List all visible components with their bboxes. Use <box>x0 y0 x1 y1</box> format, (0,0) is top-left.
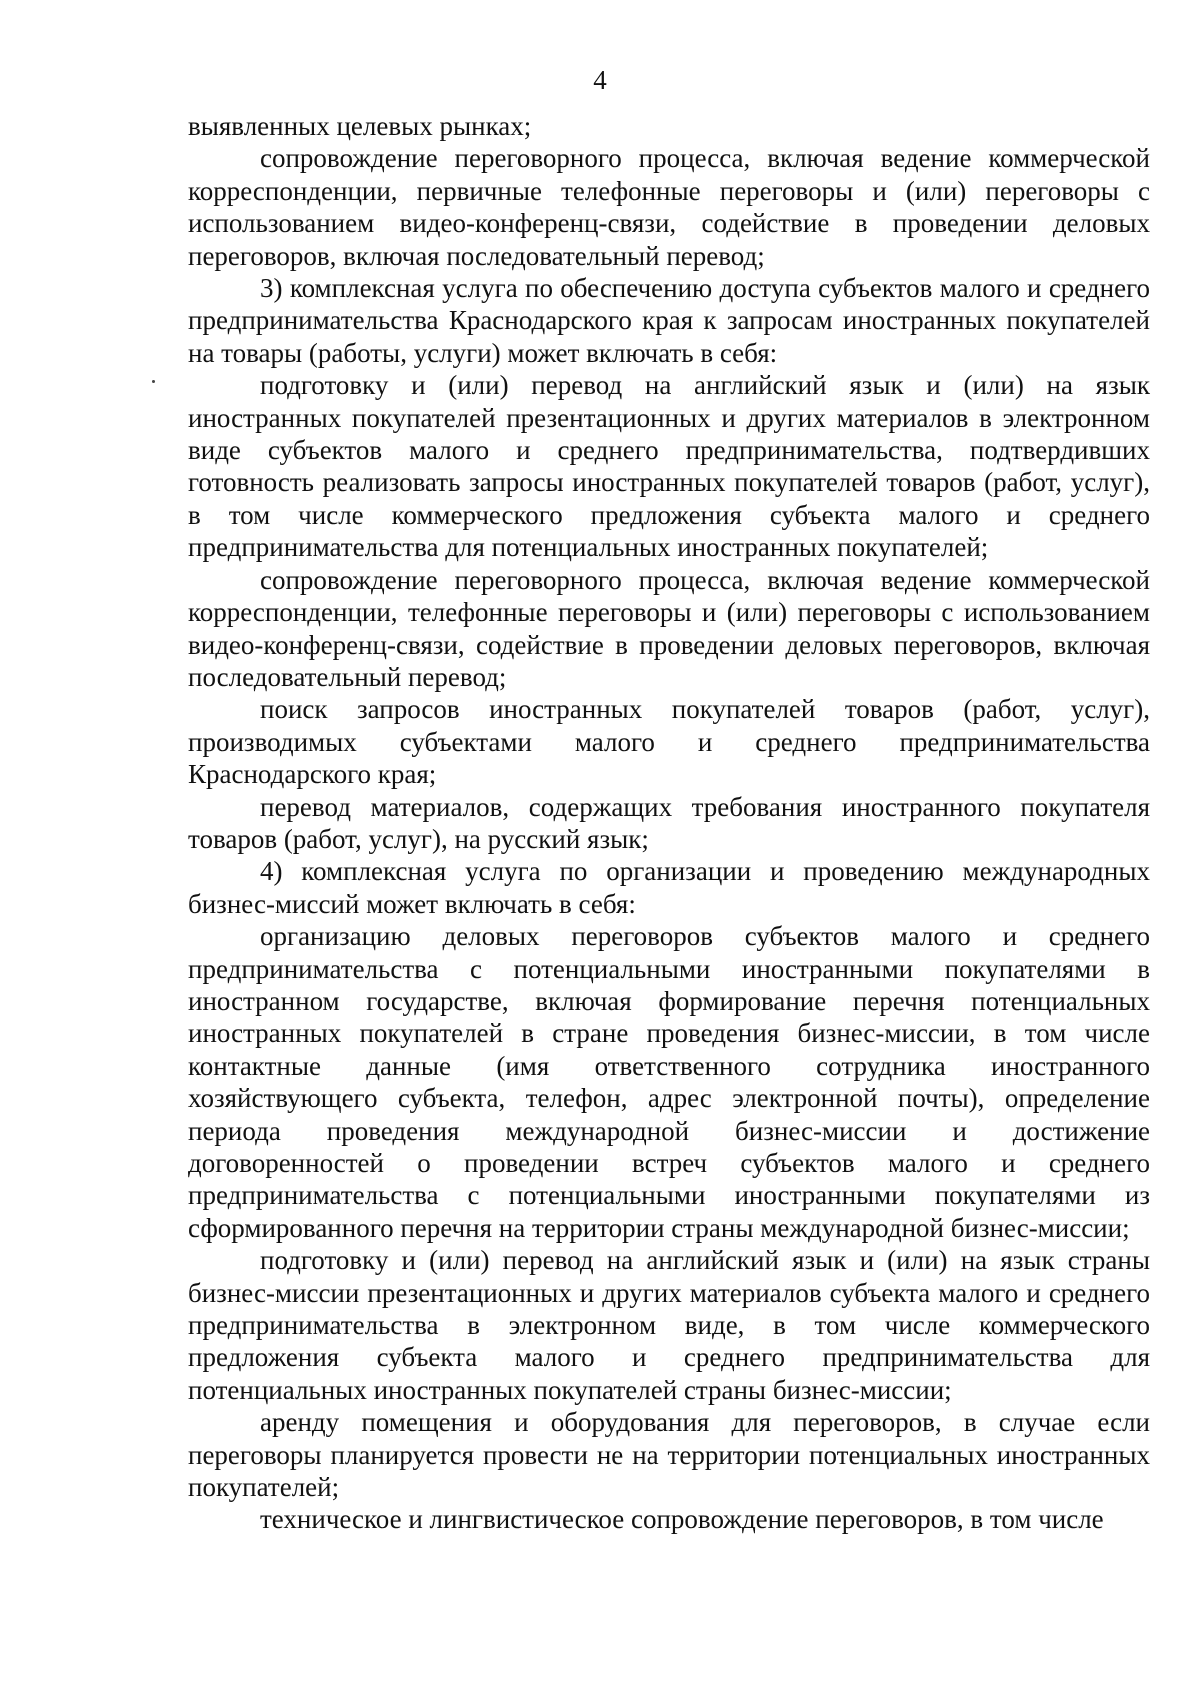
paragraph: аренду помещения и оборудования для переговоров, в случае если переговоры планируется провести не на территории потенциальных иностранных покупателей; <box>188 1407 1150 1503</box>
paragraph: техническое и лингвистическое сопровождение переговоров, в том числе <box>260 1504 1104 1535</box>
page-number: 4 <box>593 65 607 95</box>
paragraph: 3) комплексная услуга по обеспечению доступа субъектов малого и среднего предпринимательства Краснодарского края к запросам иностранных покупателей на товары (работы, услуги) может включать в себя: <box>188 273 1150 368</box>
paragraph: сопровождение переговорного процесса, включая ведение коммерческой корреспонденции, первичные телефонные переговоры и (или) переговоры с использованием видео-конференц-связи, содействие в проведении деловых переговоров, включая последовательный перевод; <box>188 143 1150 271</box>
paragraph: поиск запросов иностранных покупателей товаров (работ, услуг), производимых субъектами малого и среднего предпринимательства Краснодарского края; <box>188 694 1150 790</box>
paragraph: выявленных целевых рынках; <box>188 111 532 141</box>
paragraph: сопровождение переговорного процесса, включая ведение коммерческой корреспонденции, телефонные переговоры и (или) переговоры с использованием видео-конференц-связи, содействие в проведении деловых переговоров, включая последовательный перевод; <box>188 564 1150 692</box>
scan-speck <box>152 380 155 383</box>
paragraph: перевод материалов, содержащих требования иностранного покупателя товаров (работ, услуг), на русский язык; <box>188 791 1150 854</box>
document-body <box>188 110 1150 1536</box>
paragraph: подготовку и (или) перевод на английский язык и (или) на язык иностранных покупателей презентационных и других материалов в электронном виде субъектов малого и среднего предпринимательства, подтвердивших готовность реализовать запросы иностранных покупателей товаров (работ, услуг), в том числе коммерческого предложения субъекта малого и среднего предпринимательства для потенциальных иностранных покупателей; <box>188 370 1150 563</box>
paragraph: 4) комплексная услуга по организации и проведению международных бизнес-миссий может включать в себя: <box>188 856 1150 919</box>
paragraph: подготовку и (или) перевод на английский язык и (или) на язык страны бизнес-миссии презентационных и других материалов субъекта малого и среднего предпринимательства в электронном виде, в том числе коммерческого предложения субъекта малого и среднего предпринимательства для потенциальных иностранных покупателей страны бизнес-миссии; <box>188 1245 1150 1405</box>
paragraph: организацию деловых переговоров субъектов малого и среднего предпринимательства с потенциальными иностранными покупателями в иностранном государстве, включая формирование перечня потенциальных иностранных покупателей в стране проведения бизнес-миссии, в том числе контактные данные (имя ответственного сотрудника иностранного хозяйствующего субъекта, телефон, адрес электронной почты), определение периода проведения международной бизнес-миссии и достижение договоренностей о проведении встреч субъектов малого и среднего предпринимательства с потенциальными иностранными покупателями из сформированного перечня на территории страны международной бизнес-миссии; <box>188 921 1150 1243</box>
